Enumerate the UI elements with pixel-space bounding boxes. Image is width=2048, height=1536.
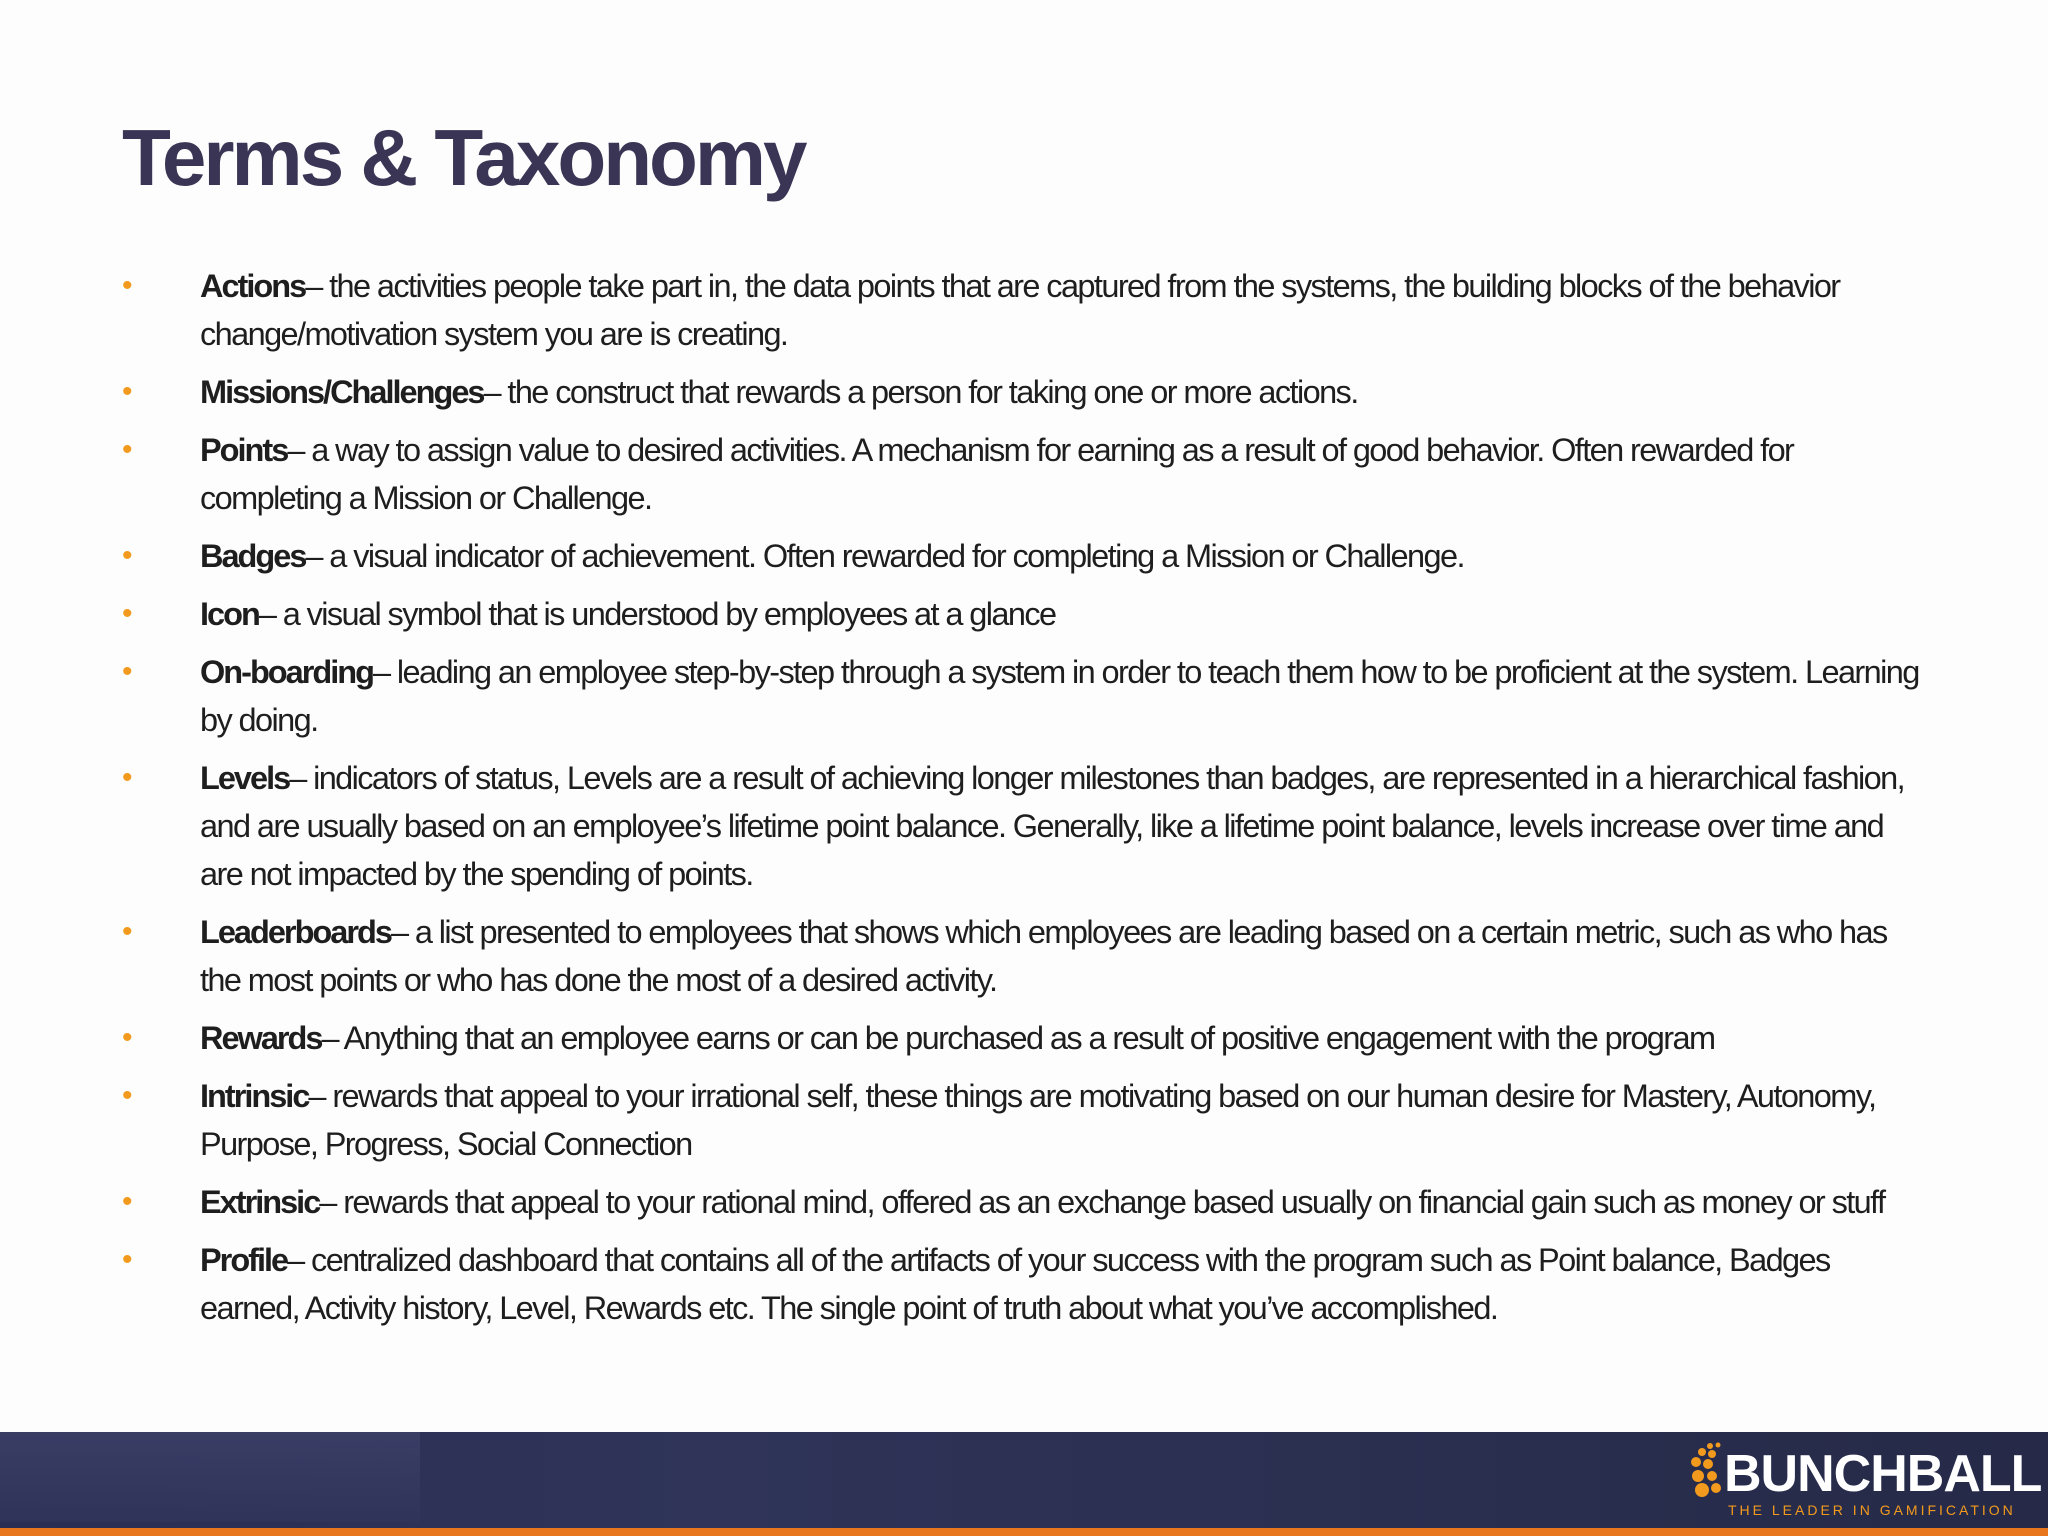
term-definition: – rewards that appeal to your irrational self, these things are motivating based on our human desire for Mastery, Autonomy, Purpose, Progress, Social Connection — [200, 1078, 1876, 1162]
bullet-icon: • — [122, 1185, 131, 1218]
terms-list — [120, 262, 1920, 1342]
bullet-icon: • — [122, 1021, 131, 1054]
term-label: Rewards — [200, 1020, 322, 1056]
term-item-profile — [120, 1236, 1920, 1332]
term-item-levels — [120, 754, 1920, 898]
term-definition: – the construct that rewards a person for taking one or more actions. — [483, 374, 1358, 410]
term-item-badges — [120, 532, 1920, 580]
term-label: Levels — [200, 760, 290, 796]
bullet-icon: • — [122, 1079, 131, 1112]
term-definition: – a visual indicator of achievement. Often rewarded for completing a Mission or Challenge. — [305, 538, 1464, 574]
term-definition: – Anything that an employee earns or can be purchased as a result of positive engagement with the program — [321, 1020, 1715, 1056]
bullet-icon: • — [122, 1243, 131, 1276]
bullet-icon: • — [122, 655, 131, 688]
term-definition: – a list presented to employees that shows which employees are leading based on a certain metric, such as who has the most points or who has done the most of a desired activity. — [200, 914, 1887, 998]
term-label: Profile — [200, 1242, 288, 1278]
term-label: Intrinsic — [200, 1078, 309, 1114]
term-item-rewards — [120, 1014, 1920, 1062]
term-label: Points — [200, 432, 288, 468]
footer-accent-stripe — [0, 1528, 2048, 1536]
term-label: Missions/Challenges — [200, 374, 484, 410]
bunchball-logo — [1684, 1440, 2042, 1524]
term-item-missions — [120, 368, 1920, 416]
term-definition: – rewards that appeal to your rational mind, offered as an exchange based usually on financial gain such as money or stuff — [319, 1184, 1885, 1220]
term-definition: – a visual symbol that is understood by employees at a glance — [258, 596, 1056, 632]
bullet-icon: • — [122, 539, 131, 572]
term-definition: – leading an employee step-by-step through a system in order to teach them how to be proficient at the system. Learning by doing. — [200, 654, 1919, 738]
bullet-icon: • — [122, 433, 131, 466]
term-definition: – the activities people take part in, the data points that are captured from the systems, the building blocks of the behavior change/motivation system you are is creating. — [200, 268, 1840, 352]
bullet-icon: • — [122, 269, 131, 302]
term-label: Actions — [200, 268, 306, 304]
bunchball-dots-icon — [1684, 1440, 1728, 1504]
term-item-icon — [120, 590, 1920, 638]
term-label: Badges — [200, 538, 306, 574]
term-item-intrinsic — [120, 1072, 1920, 1168]
term-item-extrinsic — [120, 1178, 1920, 1226]
bullet-icon: • — [122, 761, 131, 794]
term-item-actions — [120, 262, 1920, 358]
term-label: Leaderboards — [200, 914, 391, 950]
bullet-icon: • — [122, 915, 131, 948]
term-definition: – a way to assign value to desired activities. A mechanism for earning as a result of good behavior. Often rewarded for completing a Mission or Challenge. — [200, 432, 1794, 516]
term-definition: – centralized dashboard that contains all of the artifacts of your success with the program such as Point balance, Badges earned, Activity history, Level, Rewards etc. The single point of truth about what you’ve accomplished. — [200, 1242, 1830, 1326]
term-label: On-boarding — [200, 654, 373, 690]
logo-name: BUNCHBALL — [1724, 1445, 2042, 1503]
term-item-points — [120, 426, 1920, 522]
slide-title: Terms & Taxonomy — [122, 113, 805, 202]
bullet-icon: • — [122, 375, 131, 408]
footer-panel — [0, 1432, 420, 1522]
term-definition: – indicators of status, Levels are a result of achieving longer milestones than badges, are represented in a hierarchical fashion, and are usually based on an employee’s lifetime point balance. Generally, like a lifetime point balance, levels increase over time and are not impacted by the spending of points. — [200, 760, 1905, 892]
bullet-icon: • — [122, 597, 131, 630]
term-label: Extrinsic — [200, 1184, 320, 1220]
logo-tagline: THE LEADER IN GAMIFICATION — [1728, 1502, 2016, 1518]
term-label: Icon — [200, 596, 259, 632]
term-item-leaderboards — [120, 908, 1920, 1004]
term-item-onboarding — [120, 648, 1920, 744]
